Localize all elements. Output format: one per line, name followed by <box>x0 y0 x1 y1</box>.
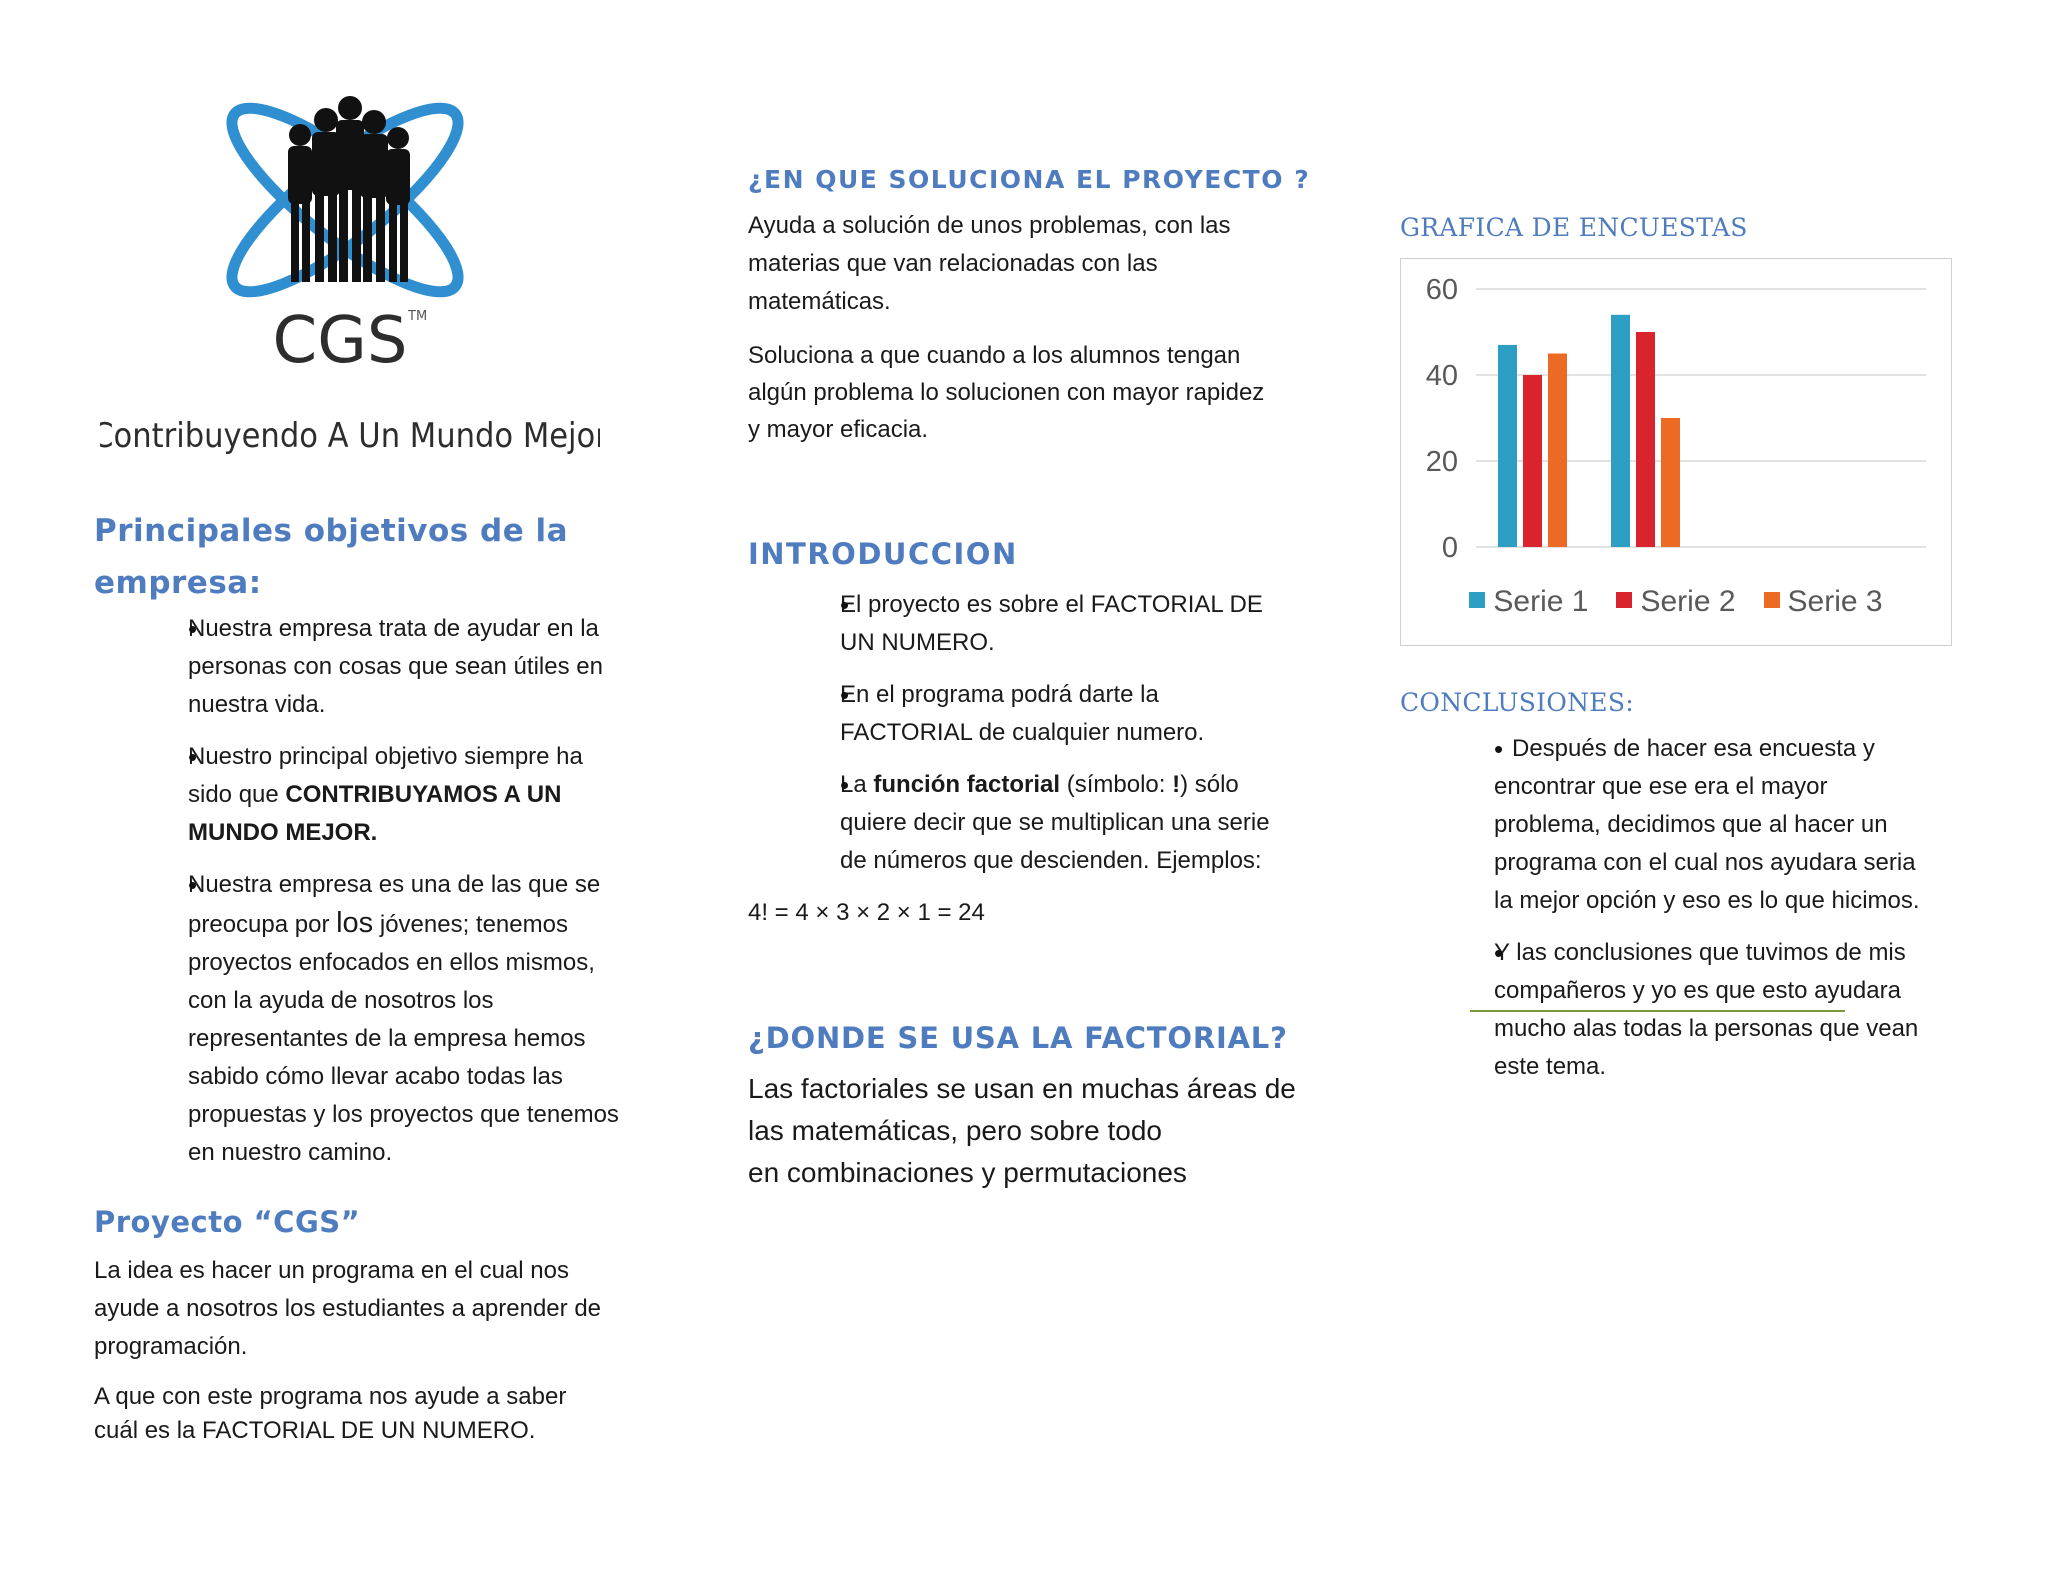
list-item: • El proyecto es sobre el FACTORIAL DE UN NUMERO. <box>748 586 1348 662</box>
y-tick-label: 20 <box>1425 446 1458 478</box>
proyecto-paragraph-2: A que con este programa nos ayude a saber cuál es la FACTORIAL DE UN NUMERO. <box>94 1383 567 1444</box>
objetivos-title: Principales objetivos de la empresa: <box>94 513 569 601</box>
bar-serie-1 <box>1498 345 1517 547</box>
list-item: • Nuestra empresa es una de las que se preocupa por los jóvenes; tenemos proyectos enfocados en ellos mismos, con la ayuda de nosotros los representantes de la empresa hemos sabido cómo llevar acabo todas las propuestas y los proyectos que tenemos en nuestro camino. <box>94 866 674 1172</box>
legend-label: Serie 2 <box>1640 585 1736 618</box>
y-tick-label: 0 <box>1441 532 1458 564</box>
y-tick-label: 60 <box>1425 274 1458 306</box>
logo-trademark: TM <box>408 309 428 324</box>
donde-title: ¿DONDE SE USA LA FACTORIAL? <box>748 1021 1288 1055</box>
conclusiones-title: CONCLUSIONES: <box>1400 688 1635 717</box>
chart-legend <box>1401 585 1951 619</box>
logo-brand: CGS <box>272 304 408 378</box>
bar-serie-1 <box>1611 315 1630 547</box>
legend-item <box>1616 585 1735 619</box>
donde-paragraph: Las factoriales se usan en muchas áreas de las matemáticas, pero sobre todo en combinaciones y permutaciones <box>748 1073 1296 1188</box>
legend-label: Serie 3 <box>1787 585 1883 618</box>
legend-item <box>1764 585 1883 619</box>
underline-mark <box>1470 1010 1845 1012</box>
list-item: • Nuestro principal objetivo siempre ha sido que CONTRIBUYAMOS A UN MUNDO MEJOR. <box>94 738 674 852</box>
legend-item <box>1469 585 1588 619</box>
y-tick-label: 40 <box>1425 360 1458 392</box>
soluciona-title: ¿EN QUE SOLUCIONA EL PROYECTO ? <box>748 165 1311 194</box>
grafica-title: GRAFICA DE ENCUESTAS <box>1400 213 1748 242</box>
bar-serie-3 <box>1661 418 1680 547</box>
bar-serie-3 <box>1548 354 1567 548</box>
introduccion-list <box>748 586 1348 880</box>
list-item: • Después de hacer esa encuesta y encontrar que ese era el mayor problema, decidimos que al hacer un programa con el cual nos ayudara seria la mejor opción y eso es lo que hicimos. <box>1400 730 1980 920</box>
legend-swatch <box>1616 592 1632 608</box>
survey-chart <box>1400 258 1952 646</box>
factorial-example: 4! = 4 × 3 × 2 × 1 = 24 <box>748 899 985 926</box>
bar-serie-2 <box>1523 375 1542 547</box>
proyecto-title: Proyecto “CGS” <box>94 1205 361 1239</box>
list-item: • La función factorial (símbolo: !) sólo quiere decir que se multiplican una serie de números que descienden. Ejemplos: <box>748 766 1348 880</box>
objetivos-list <box>94 610 674 1172</box>
list-item: • En el programa podrá darte la FACTORIAL de cualquier numero. <box>748 676 1348 752</box>
list-item: • Y las conclusiones que tuvimos de mis compañeros y yo es que esto ayudara mucho alas todas la personas que vean este tema. <box>1400 934 1980 1086</box>
proyecto-paragraph-1: La idea es hacer un programa en el cual nos ayude a nosotros los estudiantes a aprender de programación. <box>94 1257 602 1360</box>
cgs-logo <box>100 90 600 470</box>
legend-swatch <box>1764 592 1780 608</box>
legend-label: Serie 1 <box>1493 585 1589 618</box>
soluciona-paragraph-1: Ayuda a solución de unos problemas, con las materias que van relacionadas con las matemáticas. <box>748 212 1231 315</box>
introduccion-title: INTRODUCCION <box>748 537 1018 571</box>
soluciona-paragraph-2: Soluciona a que cuando a los alumnos tengan algún problema lo solucionen con mayor rapidez y mayor eficacia. <box>748 342 1265 443</box>
list-item: • Nuestra empresa trata de ayudar en la personas con cosas que sean útiles en nuestra vida. <box>94 610 674 724</box>
logo-tagline: Contribuyendo A Un Mundo Mejor <box>100 416 600 456</box>
conclusiones-list <box>1400 730 1980 1086</box>
legend-swatch <box>1469 592 1485 608</box>
bar-serie-2 <box>1636 332 1655 547</box>
